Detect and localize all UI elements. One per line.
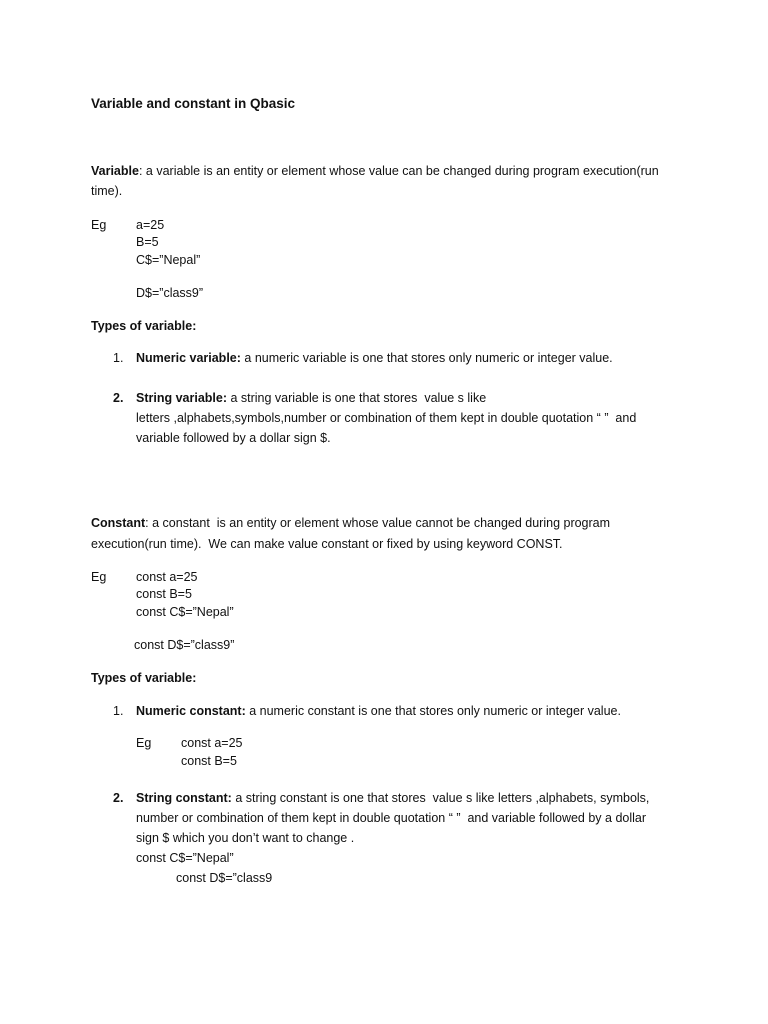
numeric-constant-example: const a=25 bbox=[181, 736, 243, 750]
variable-definition-text: : a variable is an entity or element whose value can be changed during program execution(run bbox=[138, 164, 659, 178]
list-number: 1. bbox=[113, 704, 124, 718]
numeric-constant-item bbox=[136, 702, 621, 720]
string-variable-text-cont: variable followed by a dollar sign $. bbox=[136, 431, 331, 445]
variable-example: C$=”Nepal” bbox=[136, 253, 201, 267]
string-constant-text-cont: number or combination of them kept in double quotation “ ” and variable followed by a dollar bbox=[136, 811, 647, 825]
string-variable-term: String variable: bbox=[136, 391, 227, 405]
list-number: 2. bbox=[113, 791, 124, 805]
constant-eg-label: Eg bbox=[91, 570, 107, 584]
constant-example: const C$=”Nepal” bbox=[136, 605, 234, 619]
numeric-constant-eg-label: Eg bbox=[136, 736, 152, 750]
list-number: 2. bbox=[113, 391, 124, 405]
variable-types-heading: Types of variable: bbox=[91, 319, 197, 333]
variable-definition-cont: time). bbox=[91, 184, 123, 198]
string-variable-text-cont: letters ,alphabets,symbols,number or combination of them kept in double quotation “ ” and bbox=[136, 411, 637, 425]
variable-example: a=25 bbox=[136, 218, 165, 232]
numeric-constant-term: Numeric constant: bbox=[136, 704, 246, 718]
variable-eg-label: Eg bbox=[91, 218, 107, 232]
string-variable-text: a string variable is one that stores value s like bbox=[227, 391, 487, 405]
string-variable-item bbox=[136, 389, 486, 407]
string-constant-text: a string constant is one that stores value s like letters ,alphabets, symbols, bbox=[231, 791, 650, 805]
constant-example: const D$=”class9” bbox=[134, 638, 235, 652]
constant-definition-text: : a constant is an entity or element whose value cannot be changed during program bbox=[145, 516, 611, 530]
numeric-variable-term: Numeric variable: bbox=[136, 351, 241, 365]
constant-definition bbox=[91, 514, 610, 532]
numeric-constant-text: a numeric constant is one that stores only numeric or integer value. bbox=[245, 704, 621, 718]
string-constant-item bbox=[136, 789, 649, 807]
variable-example: D$=”class9” bbox=[136, 286, 204, 300]
string-constant-term: String constant: bbox=[136, 791, 232, 805]
numeric-variable-text: a numeric variable is one that stores only numeric or integer value. bbox=[240, 351, 613, 365]
variable-term: Variable bbox=[91, 164, 139, 178]
variable-example: B=5 bbox=[136, 235, 159, 249]
constant-example: const B=5 bbox=[136, 587, 192, 601]
list-number: 1. bbox=[113, 351, 124, 365]
constant-types-heading: Types of variable: bbox=[91, 671, 197, 685]
string-constant-example: const D$=”class9 bbox=[176, 871, 273, 885]
constant-term: Constant bbox=[91, 516, 146, 530]
numeric-variable-item bbox=[136, 349, 613, 367]
variable-definition bbox=[91, 162, 659, 180]
constant-definition-cont: execution(run time). We can make value constant or fixed by using keyword CONST. bbox=[91, 537, 563, 551]
document-title: Variable and constant in Qbasic bbox=[91, 96, 296, 111]
numeric-constant-example: const B=5 bbox=[181, 754, 237, 768]
string-constant-text-cont: sign $ which you don’t want to change . bbox=[136, 831, 355, 845]
constant-example: const a=25 bbox=[136, 570, 198, 584]
string-constant-example: const C$=”Nepal” bbox=[136, 851, 234, 865]
